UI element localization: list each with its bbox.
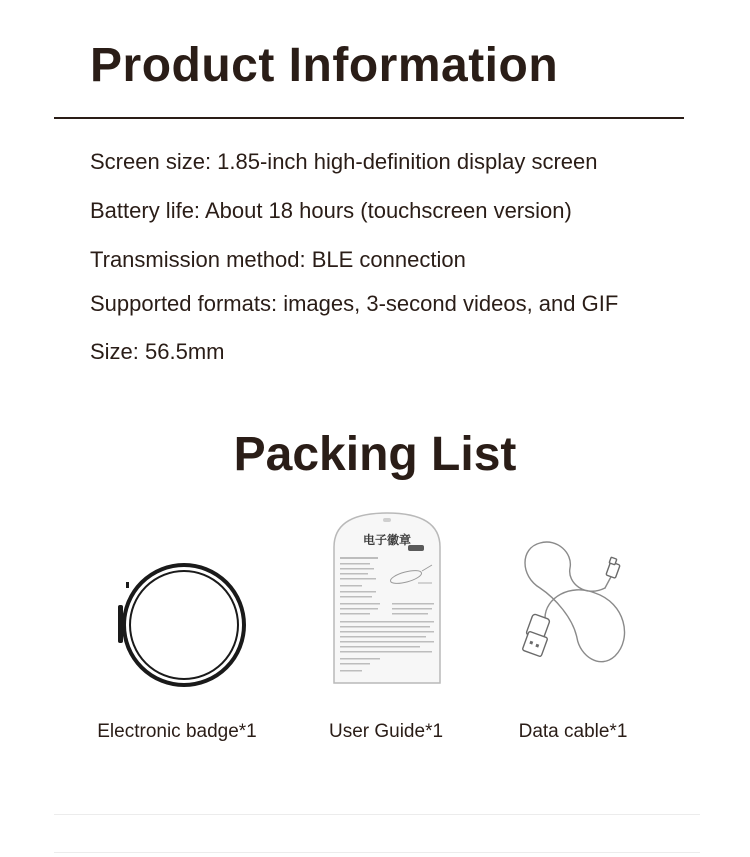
round-badge-icon [112,560,252,690]
packing-list-title: Packing List [233,428,517,481]
spec-screen-size: Screen size: 1.85-inch high-definition display screen [90,149,598,174]
title-underline [54,117,684,119]
caption-data-cable: Data cable*1 [518,721,628,742]
bottom-divider [54,814,700,815]
spec-size: Size: 56.5mm [90,339,225,364]
spec-formats: Supported formats: images, 3-second videos, and GIF [90,291,619,316]
user-guide-card-title: 电子徽章 [362,533,411,547]
spec-battery-life: Battery life: About 18 hours (touchscreen version) [90,198,572,223]
packing-item-badge [112,560,252,690]
caption-user-guide: User Guide*1 [328,721,444,742]
usb-cable-icon [515,538,635,666]
packing-item-data-cable [515,538,635,666]
product-info-title: Product Information [90,39,559,92]
bottom-divider-2 [54,852,700,853]
packing-item-user-guide [328,507,446,685]
spec-transmission: Transmission method: BLE connection [90,247,466,272]
caption-electronic-badge: Electronic badge*1 [97,721,257,742]
